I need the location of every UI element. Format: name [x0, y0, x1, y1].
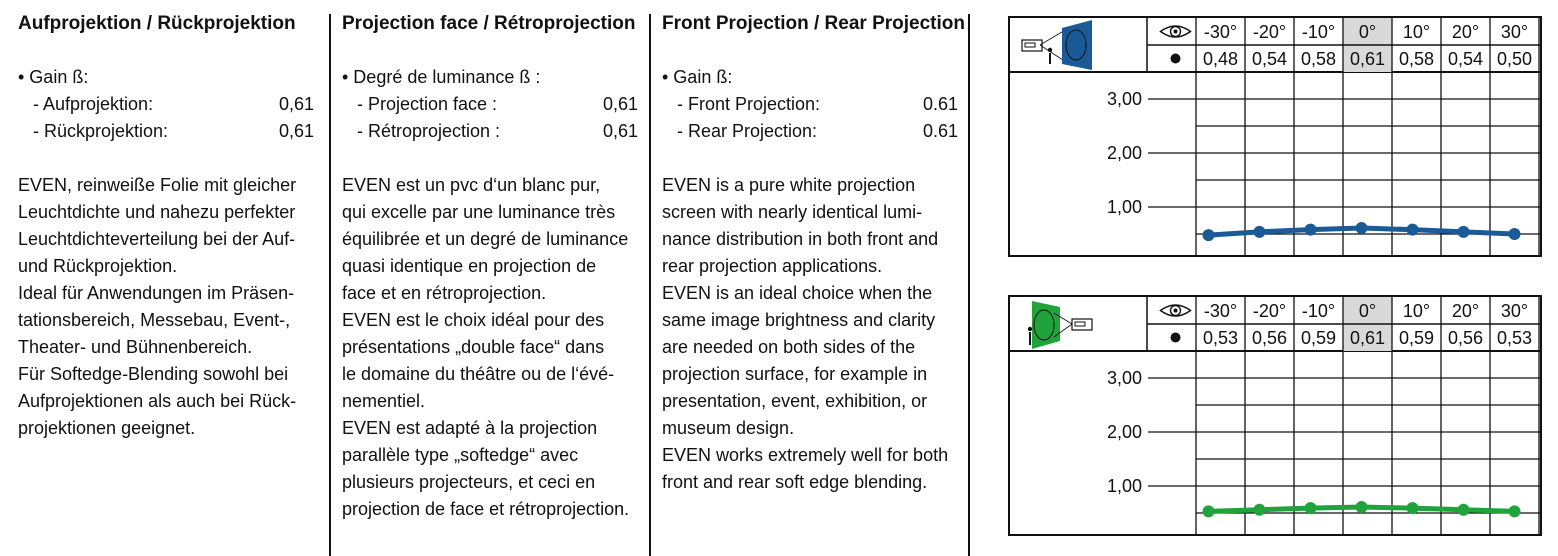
gain-value-label: 0,59: [1398, 328, 1435, 348]
gain-value-label: 0,56: [1251, 328, 1288, 348]
data-point: [1509, 505, 1521, 517]
description-line: EVEN is a pure white projection: [662, 175, 916, 195]
column-title: Projection face / Rétroprojection: [342, 13, 636, 34]
column-divider: [968, 14, 970, 556]
data-point: [1203, 229, 1215, 241]
angle-label: 30°: [1500, 301, 1529, 321]
angle-label: -20°: [1252, 301, 1287, 321]
data-point: [1356, 222, 1368, 234]
data-point: [1407, 224, 1419, 236]
data-point: [1356, 501, 1368, 513]
description-line: plusieurs projecteurs, et ceci en: [342, 472, 596, 492]
data-point: [1407, 502, 1419, 514]
description: [662, 172, 958, 496]
gain-row: [342, 118, 638, 145]
gain-row-label: - Aufprojektion:: [33, 94, 154, 114]
angle-label: -10°: [1301, 301, 1336, 321]
angle-label: -20°: [1252, 22, 1287, 42]
description-line: museum design.: [662, 418, 795, 438]
y-tick-label: 3,00: [1106, 89, 1142, 109]
gain-value-label: 0,48: [1202, 49, 1239, 69]
description-line: front and rear soft edge blending.: [662, 472, 928, 492]
gain-row-value: 0,61: [278, 121, 314, 141]
description: [342, 172, 638, 523]
description-line: und Rückprojektion.: [18, 256, 178, 276]
description-line: Leuchtdichteverteilung bei der Auf-: [18, 229, 296, 249]
angle-label: -10°: [1301, 22, 1336, 42]
gain-label: • Gain ß:: [18, 67, 89, 87]
column-english: [662, 10, 965, 496]
value-row-dot-icon: [1171, 333, 1181, 343]
gain-value-label: 0,53: [1202, 328, 1239, 348]
angle-label: 30°: [1500, 22, 1529, 42]
angle-label: 20°: [1451, 22, 1480, 42]
gain-row-value: 0.61: [922, 94, 958, 114]
angle-label: 10°: [1402, 301, 1431, 321]
description-line: équilibrée et un degré de luminance: [342, 229, 629, 249]
gain-section: [662, 64, 958, 145]
gain-row-value: 0,61: [602, 121, 638, 141]
y-tick-label: 1,00: [1106, 197, 1142, 217]
description-line: nance distribution in both front and: [662, 229, 939, 249]
gain-row-value: 0,61: [602, 94, 638, 114]
data-point: [1203, 505, 1215, 517]
description-line: EVEN is an ideal choice when the: [662, 283, 933, 303]
gain-label: • Gain ß:: [662, 67, 733, 87]
eye-icon: [1161, 305, 1191, 316]
description-line: EVEN est adapté à la projection: [342, 418, 598, 438]
gain-value-label: 0,58: [1398, 49, 1435, 69]
data-point: [1254, 504, 1266, 516]
description-line: Theater- und Bühnenbereich.: [18, 337, 253, 357]
data-point: [1305, 224, 1317, 236]
description-line: le domaine du théâtre ou de l‘évé-: [342, 364, 615, 384]
gain-row-label: - Rétroprojection :: [357, 121, 501, 141]
data-point: [1509, 228, 1521, 240]
description-line: projektionen geeignet.: [18, 418, 196, 438]
gain-row-label: - Front Projection:: [677, 94, 821, 114]
description-line: projection surface, for example in: [662, 364, 928, 384]
description-line: Für Softedge-Blending sowohl bei: [18, 364, 289, 384]
gain-value-label: 0,54: [1447, 49, 1484, 69]
description-line: qui excelle par une luminance très: [342, 202, 616, 222]
column-title: Aufprojektion / Rückprojektion: [18, 13, 296, 34]
angle-label: 20°: [1451, 301, 1480, 321]
y-tick-label: 2,00: [1106, 422, 1142, 442]
column-french: [342, 10, 638, 523]
description-line: presentation, event, exhibition, or: [662, 391, 928, 411]
description-line: rear projection applications.: [662, 256, 883, 276]
gain-label: • Degré de luminance ß :: [342, 67, 541, 87]
description-line: Ideal für Anwendungen im Präsen-: [18, 283, 295, 303]
gain-row-value: 0.61: [922, 121, 958, 141]
description-line: screen with nearly identical lumi-: [662, 202, 923, 222]
description-line: nementiel.: [342, 391, 426, 411]
gain-value-label: 0,58: [1300, 49, 1337, 69]
gain-section: [18, 64, 314, 145]
column-divider: [329, 14, 331, 556]
gain-row: [662, 91, 958, 118]
gain-value-label: 0,50: [1496, 49, 1533, 69]
y-tick-label: 1,00: [1106, 476, 1142, 496]
gain-value-label: 0,61: [1349, 49, 1386, 69]
value-row-dot-icon: [1171, 54, 1181, 64]
front-projection-icon: [1022, 20, 1092, 70]
description-line: face et en rétroprojection.: [342, 283, 547, 303]
column-divider: [649, 14, 651, 556]
description-line: Aufprojektionen als auch bei Rück-: [18, 391, 297, 411]
gain-row: [662, 118, 958, 145]
angle-label: 0°: [1358, 301, 1377, 321]
description-line: quasi identique en projection de: [342, 256, 597, 276]
gain-row: [18, 91, 314, 118]
angle-label: -30°: [1203, 22, 1238, 42]
gain-row-value: 0,61: [278, 94, 314, 114]
data-point: [1254, 226, 1266, 238]
gain-row-label: - Rear Projection:: [677, 121, 818, 141]
data-point: [1458, 226, 1470, 238]
description-line: same image brightness and clarity: [662, 310, 936, 330]
description-line: EVEN works extremely well for both: [662, 445, 949, 465]
angle-label: 10°: [1402, 22, 1431, 42]
gain-row: [342, 91, 638, 118]
gain-row-label: - Projection face :: [357, 94, 498, 114]
eye-icon: [1161, 26, 1191, 37]
gain-value-label: 0,56: [1447, 328, 1484, 348]
description-line: tationsbereich, Messebau, Event-,: [18, 310, 291, 330]
gain-row-label: - Rückprojektion:: [33, 121, 169, 141]
description: [18, 172, 314, 442]
angle-label: 0°: [1358, 22, 1377, 42]
gain-value-label: 0,59: [1300, 328, 1337, 348]
description-line: EVEN est un pvc d‘un blanc pur,: [342, 175, 601, 195]
column-german: [18, 10, 314, 442]
description-line: EVEN est le choix idéal pour des: [342, 310, 605, 330]
gain-section: [342, 64, 638, 145]
rear-projection-icon: [1028, 301, 1092, 349]
description-line: projection de face et rétroprojection.: [342, 499, 630, 519]
chart-svg: [1010, 297, 1540, 534]
description-line: EVEN, reinweiße Folie mit gleicher: [18, 175, 297, 195]
gain-value-label: 0,61: [1349, 328, 1386, 348]
column-title: Front Projection / Rear Projection: [662, 13, 965, 34]
gain-value-label: 0,53: [1496, 328, 1533, 348]
angle-label: -30°: [1203, 301, 1238, 321]
gain-row: [18, 118, 314, 145]
y-tick-label: 3,00: [1106, 368, 1142, 388]
description-line: Leuchtdichte und nahezu perfekter: [18, 202, 296, 222]
chart-svg: [1010, 18, 1540, 255]
data-point: [1458, 504, 1470, 516]
data-point: [1305, 502, 1317, 514]
description-line: parallèle type „softedge“ avec: [342, 445, 579, 465]
y-tick-label: 2,00: [1106, 143, 1142, 163]
description-line: présentations „double face“ dans: [342, 337, 605, 357]
description-line: are needed on both sides of the: [662, 337, 916, 357]
chart-front-projection: [1008, 16, 1542, 257]
chart-rear-projection: [1008, 295, 1542, 536]
gain-value-label: 0,54: [1251, 49, 1288, 69]
